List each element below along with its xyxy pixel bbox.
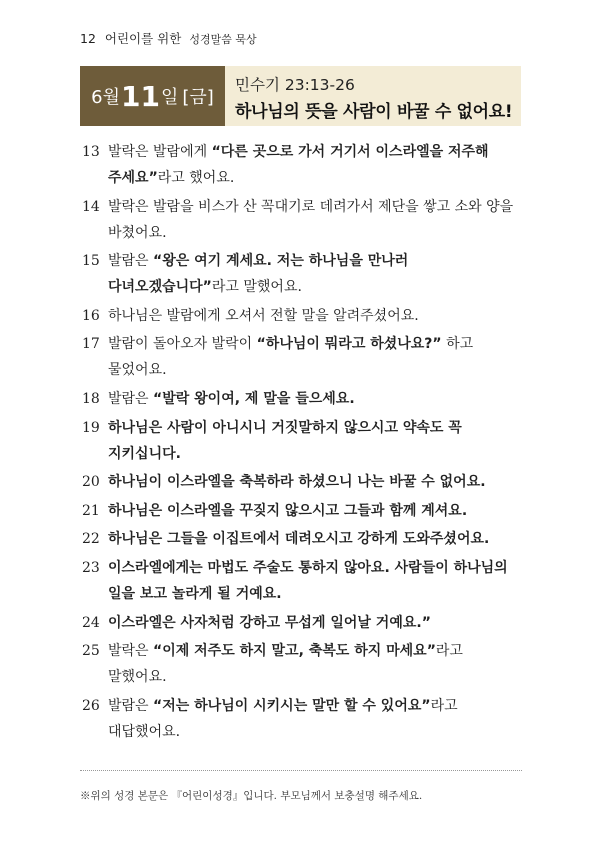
verse-text bbox=[108, 139, 522, 191]
book-title: 어린이를 위한 bbox=[104, 31, 182, 46]
verse-quote-text: “다른 곳으로 가서 거기서 이스라엘을 저주해 주세요” bbox=[108, 144, 489, 186]
verse-plain-text: 라고 말했어요. bbox=[211, 279, 302, 296]
verse bbox=[82, 638, 522, 690]
date-month: 6월 bbox=[91, 87, 121, 108]
verse-quote-text: 하나님이 이스라엘을 축복하라 하셨으니 나는 바꿀 수 없어요. bbox=[108, 474, 486, 491]
dotted-divider bbox=[80, 770, 522, 771]
verse bbox=[82, 469, 522, 495]
verse-plain-text: 라고 대답했어요. bbox=[108, 697, 458, 740]
verse-text bbox=[108, 386, 522, 412]
verse-number: 18 bbox=[82, 390, 100, 407]
verse-number: 20 bbox=[82, 474, 100, 491]
verse-quote-text: “이제 저주도 하지 말고, 축복도 하지 마세요” bbox=[153, 643, 436, 660]
verse-plain-text: 라고 말했어요. bbox=[108, 643, 463, 686]
verse-number: 25 bbox=[82, 643, 100, 660]
verse bbox=[82, 415, 522, 467]
verse-plain-text: 발람은 bbox=[108, 253, 154, 270]
verse-number: 13 bbox=[82, 144, 100, 160]
date-weekday: [금] bbox=[182, 87, 214, 108]
verse-text bbox=[108, 693, 522, 745]
verse-text bbox=[108, 469, 522, 495]
verse bbox=[82, 194, 522, 246]
verse bbox=[82, 693, 522, 745]
verse bbox=[82, 498, 522, 524]
verse-quote-text: 이스라엘은 사자처럼 강하고 무섭게 일어날 거예요.” bbox=[108, 614, 431, 631]
verse-number: 16 bbox=[82, 307, 100, 324]
verse-quote-text: 이스라엘에게는 마법도 주술도 통하지 않아요. 사람들이 하나님의 일을 보고 놀라게 될 거예요. bbox=[108, 559, 508, 602]
verse bbox=[82, 386, 522, 412]
verse-quote-text: 하나님은 이스라엘을 꾸짖지 않으시고 그들과 함께 계셔요. bbox=[108, 502, 468, 519]
date-day-unit: 일 bbox=[160, 87, 179, 108]
verse-text bbox=[108, 415, 522, 467]
verse-text bbox=[108, 555, 522, 607]
verse-list bbox=[82, 139, 522, 747]
verse-number: 17 bbox=[82, 336, 100, 353]
book-subtitle: 성경말씀 묵상 bbox=[189, 33, 257, 46]
verse-text bbox=[108, 610, 522, 636]
date-day: 11 bbox=[121, 79, 160, 113]
footnote: ※위의 성경 본문은 『어린이성경』입니다. 부모님께서 보충설명 해주세요. bbox=[80, 790, 423, 802]
verse-plain-text: 발락은 발람을 비스가 산 꼭대기로 데려가서 제단을 쌓고 소와 양을 바쳤어요. bbox=[108, 198, 514, 241]
passage-title-box bbox=[225, 66, 521, 126]
passage-title: 하나님의 뜻을 사람이 바꿀 수 없어요! bbox=[235, 102, 513, 122]
verse bbox=[82, 139, 522, 191]
verse-plain-text: 라고 했어요. bbox=[157, 170, 235, 186]
verse-text bbox=[108, 194, 522, 246]
running-header bbox=[80, 29, 257, 47]
verse-number: 21 bbox=[82, 502, 100, 519]
verse-quote-text: 하나님은 사람이 아니시니 거짓말하지 않으시고 약속도 꼭 지키십니다. bbox=[108, 419, 462, 462]
verse-number: 24 bbox=[82, 614, 100, 631]
verse bbox=[82, 610, 522, 636]
verse-plain-text: 발람이 돌아오자 발락이 bbox=[108, 336, 257, 353]
verse-text bbox=[108, 331, 522, 383]
page-number: 12 bbox=[80, 31, 96, 46]
verse-text bbox=[108, 248, 522, 300]
verse bbox=[82, 248, 522, 300]
verse-text bbox=[108, 526, 522, 552]
verse-number: 26 bbox=[82, 697, 100, 714]
verse-plain-text: 하나님은 발람에게 오셔서 전할 말을 알려주셨어요. bbox=[108, 307, 419, 324]
verse-plain-text: 발락은 발람에게 bbox=[108, 144, 212, 160]
verse bbox=[82, 303, 522, 329]
passage-reference: 민수기 23:13-26 bbox=[235, 76, 355, 94]
verse-text bbox=[108, 638, 522, 690]
verse-plain-text: 발람은 bbox=[108, 697, 154, 714]
verse bbox=[82, 526, 522, 552]
verse-text bbox=[108, 498, 522, 524]
verse bbox=[82, 555, 522, 607]
date-badge bbox=[80, 66, 225, 126]
verse bbox=[82, 331, 522, 383]
verse-quote-text: “왕은 여기 계세요. 저는 하나님을 만나러 다녀오겠습니다” bbox=[108, 253, 409, 296]
verse-number: 19 bbox=[82, 419, 100, 436]
verse-number: 23 bbox=[82, 559, 100, 576]
verse-text bbox=[108, 303, 522, 329]
verse-quote-text: “하나님이 뭐라고 하셨나요?” bbox=[256, 336, 442, 353]
verse-plain-text: 발락은 bbox=[108, 643, 154, 660]
verse-number: 22 bbox=[82, 531, 100, 548]
verse-number: 15 bbox=[82, 253, 100, 270]
verse-plain-text: 하고 물었어요. bbox=[108, 336, 474, 379]
verse-quote-text: 하나님은 그들을 이집트에서 데려오시고 강하게 도와주셨어요. bbox=[108, 531, 490, 548]
verse-quote-text: “저는 하나님이 시키시는 말만 할 수 있어요” bbox=[153, 697, 431, 714]
verse-plain-text: 발람은 bbox=[108, 390, 154, 407]
verse-quote-text: “발락 왕이여, 제 말을 들으세요. bbox=[153, 390, 355, 407]
verse-number: 14 bbox=[82, 198, 100, 215]
